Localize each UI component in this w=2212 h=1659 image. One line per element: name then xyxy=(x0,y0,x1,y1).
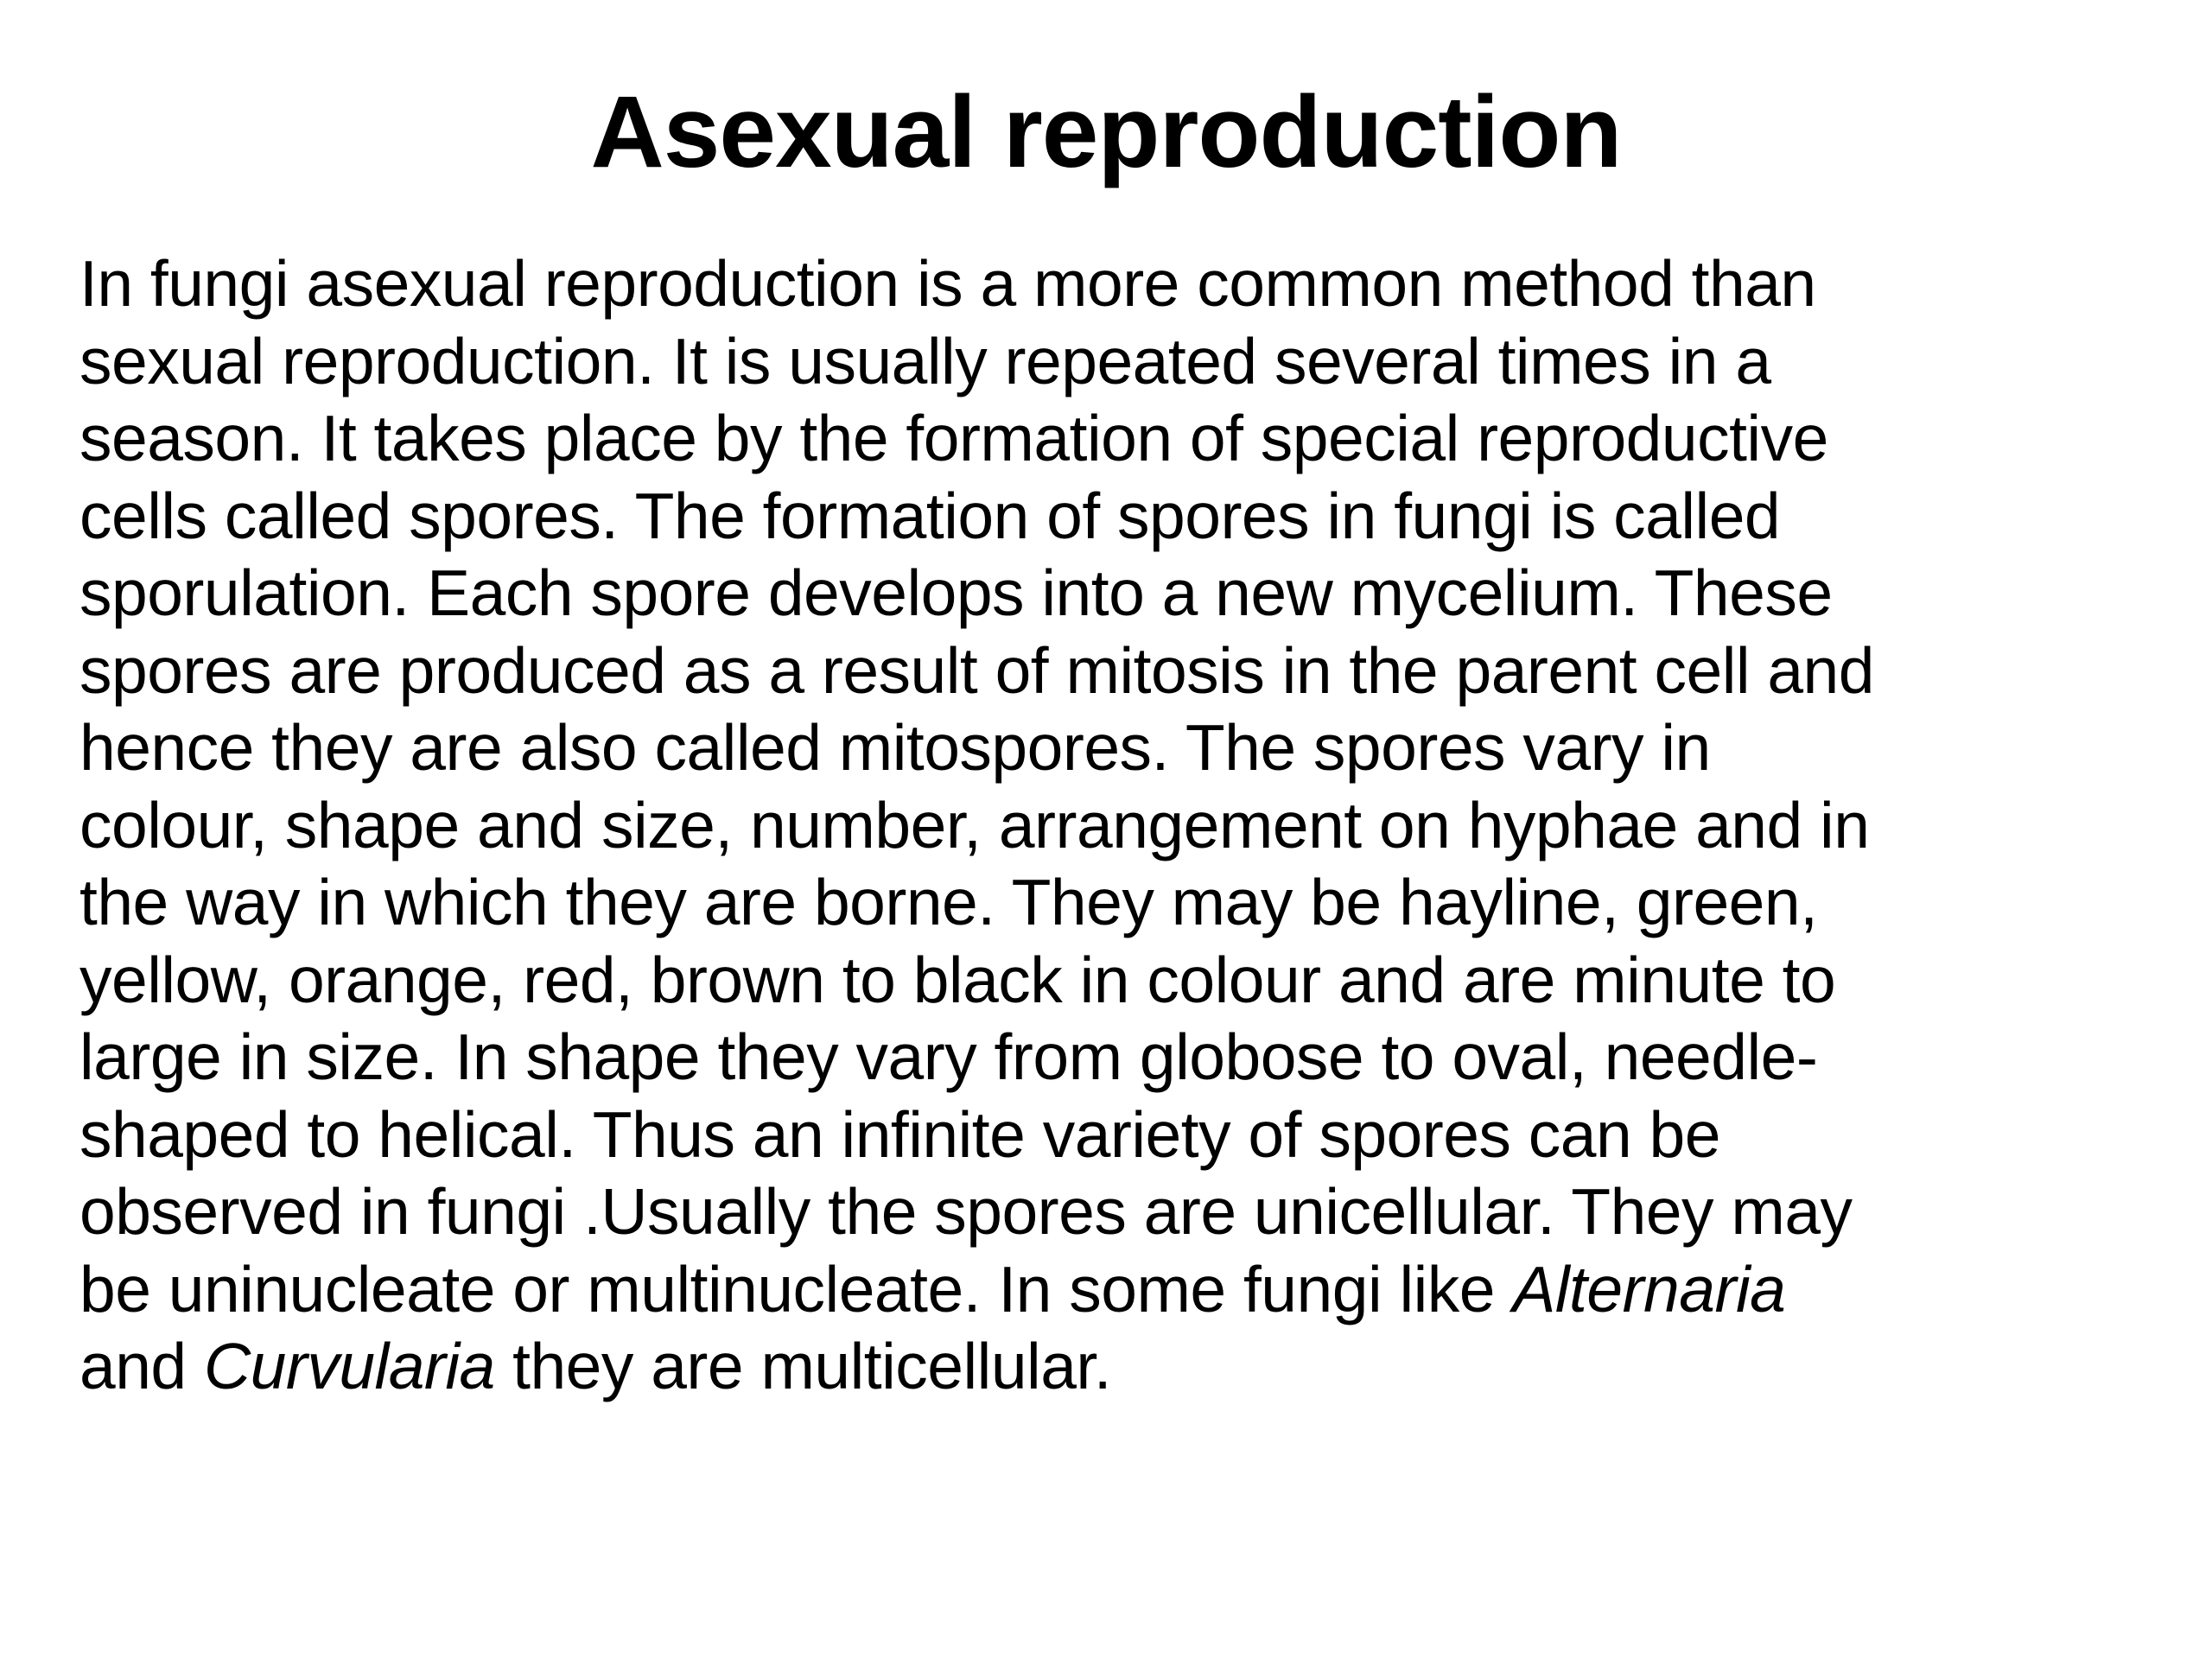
body-line: In fungi asexual reproduction is a more common method than xyxy=(79,247,1816,320)
body-line: hence they are also called mitospores. The spores vary in xyxy=(79,711,1711,784)
body-line: sporulation. Each spore develops into a new mycelium. These xyxy=(79,556,1833,629)
slide-title: Asexual reproduction xyxy=(590,75,1622,189)
body-line: yellow, orange, red, brown to black in colour and are minute to xyxy=(79,943,1836,1016)
slide-body xyxy=(79,245,2162,1406)
body-line: spores are produced as a result of mitosis in the parent cell and xyxy=(79,633,1874,707)
body-line: season. It takes place by the formation of special reproductive xyxy=(79,402,1828,474)
body-line: large in size. In shape they vary from globose to oval, needle- xyxy=(79,1020,1818,1093)
body-line: cells called spores. The formation of spores in fungi is called xyxy=(79,479,1781,552)
body-line xyxy=(79,1328,2162,1406)
body-line: observed in fungi .Usually the spores are unicellular. They may xyxy=(79,1175,1853,1248)
body-line: shaped to helical. Thus an infinite variety of spores can be xyxy=(79,1097,1720,1171)
genus-name-curvularia: Curvularia xyxy=(203,1330,495,1402)
genus-name-alternaria: Alternaria xyxy=(1512,1252,1786,1325)
body-line: the way in which they are borne. They may be hayline, green, xyxy=(79,866,1818,938)
line-text: they are multicellular. xyxy=(494,1330,1112,1402)
body-line: sexual reproduction. It is usually repeated several times in a xyxy=(79,324,1771,397)
line-text: be uninucleate or multinucleate. In some fungi like xyxy=(79,1252,1513,1325)
body-line xyxy=(79,1251,2162,1329)
line-text: and xyxy=(79,1330,204,1402)
body-line: colour, shape and size, number, arrangement on hyphae and in xyxy=(79,788,1870,861)
